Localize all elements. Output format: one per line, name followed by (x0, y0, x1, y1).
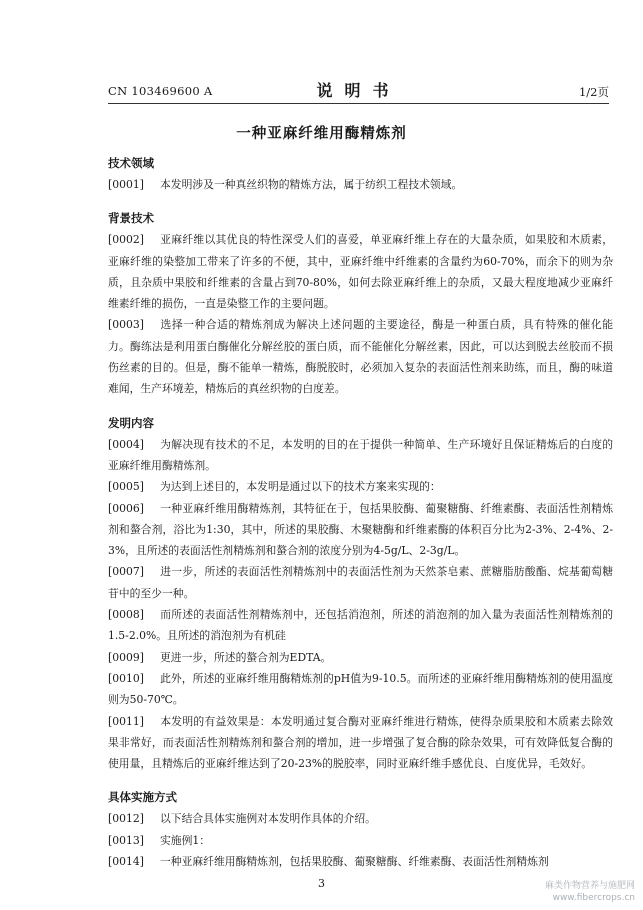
paragraph-number: [0008] (108, 608, 144, 622)
paragraph-text: 选择一种合适的精炼剂成为解决上述问题的主要途径，酶是一种蛋白质，具有特殊的催化能力。酶练法是利用蛋白酶催化分解丝胶的蛋白质，而不能催化分解丝素，因此，可以达到脱去丝胶而不损伤丝素的目的。但是，酶不能单一精炼，酶脱胶时，必须加入复杂的表面活性剂来助练，而且，酶的味道难闻，生产环境差，精炼后的真丝织物的白度差。 (108, 318, 613, 396)
paragraph-number: [0002] (108, 233, 144, 247)
document-body (108, 152, 613, 872)
page-header (108, 78, 609, 102)
paragraph-text: 亚麻纤维以其优良的特性深受人们的喜爱，单亚麻纤维上存在的大量杂质，如果胶和木质素，亚麻纤维的染整加工带来了许多的不便，其中，亚麻纤维中纤维素的含量约为60-70%，而余下的则为杂质，且杂质中果胶和纤维素的含量占到70-80%，如何去除亚麻纤维上的杂质，又最大程度地减少亚麻纤维素纤维的损伤，一直是染整工作的主要问题。 (108, 233, 613, 311)
paragraph (108, 498, 613, 562)
paragraph-text: 一种亚麻纤维用酶精炼剂，其特征在于，包括果胶酶、葡聚糖酶、纤维素酶、表面活性剂精炼剂和螯合剂，浴比为1:30，其中，所述的果胶酶、木聚糖酶和纤维素酶的体积百分比为2-3%、2-4%、2-3%，且所述的表面活性剂精炼剂和螯合剂的浓度分别为4-5g/L、2-3g/L。 (108, 501, 613, 558)
paragraph (108, 174, 613, 195)
watermark-line-2: www.fibercrops.cn (552, 893, 635, 903)
paragraph-number: [0014] (108, 855, 144, 869)
paragraph (108, 229, 613, 314)
paragraph-number: [0003] (108, 318, 144, 332)
section-heading: 技术领域 (108, 156, 154, 170)
page-indicator: 1/2页 (578, 85, 609, 99)
paragraph (108, 830, 613, 851)
document-type-title: 说明书 (316, 81, 401, 100)
watermark (545, 880, 635, 904)
paragraph-text: 而所述的表面活性剂精炼剂中，还包括消泡剂，所述的消泡剂的加入量为表面活性剂精炼剂的1.5-2.0%。且所述的消泡剂为有机硅 (108, 608, 613, 643)
paragraph (108, 851, 613, 872)
paragraph-number: [0012] (108, 812, 144, 826)
paragraph-text: 为解决现有技术的不足，本发明的目的在于提供一种简单、生产环境好且保证精炼后的白度的亚麻纤维用酶精炼剂。 (108, 437, 613, 472)
paragraph-text: 进一步，所述的表面活性剂精炼剂中的表面活性剂为天然茶皂素、蔗糖脂肪酸酯、烷基葡萄糖苷中的至少一种。 (108, 565, 613, 600)
paragraph (108, 434, 613, 477)
paragraph-number: [0009] (108, 650, 144, 664)
paragraph (108, 647, 613, 668)
paragraph-number: [0001] (108, 178, 144, 191)
document-title: 一种亚麻纤维用酶精炼剂 (236, 126, 407, 142)
section-heading: 发明内容 (108, 415, 154, 430)
paragraph-number: [0010] (108, 671, 144, 685)
header-divider (108, 103, 609, 104)
paragraph (108, 561, 613, 604)
paragraph (108, 668, 613, 711)
page-number: 3 (318, 877, 325, 890)
paragraph (108, 808, 613, 829)
paragraph-text: 本发明的有益效果是：本发明通过复合酶对亚麻纤维进行精炼，使得杂质果胶和木质素去除效果非常好，而表面活性剂精炼剂和螯合剂的增加，进一步增强了复合酶的除杂效果，可有效降低复合酶的使用量，且精炼后的亚麻纤维达到了20-23%的脱胶率，同时亚麻纤维手感优良、白度优异，毛效好。 (108, 714, 613, 771)
paragraph-number: [0007] (108, 565, 144, 579)
paragraph-text: 更进一步，所述的螯合剂为EDTA。 (160, 650, 332, 664)
watermark-line-1: 麻类作物营养与施肥网 (544, 881, 635, 891)
publication-number: CN 103469600 A (108, 84, 213, 98)
paragraph (108, 476, 613, 497)
paragraph-text: 本发明涉及一种真丝织物的精炼方法，属于纺织工程技术领域。 (160, 178, 463, 191)
paragraph-text: 此外，所述的亚麻纤维用酶精炼剂的pH值为9-10.5。而所述的亚麻纤维用酶精炼剂的使用温度则为50-70℃。 (108, 671, 613, 707)
paragraph (108, 604, 613, 647)
paragraph-number: [0013] (108, 833, 144, 847)
paragraph (108, 711, 613, 775)
section-heading: 背景技术 (108, 211, 154, 226)
paragraph-number: [0011] (108, 714, 144, 728)
paragraph-text: 一种亚麻纤维用酶精炼剂，包括果胶酶、葡聚糖酶、纤维素酶、表面活性剂精炼剂 (160, 855, 549, 869)
paragraph-text: 为达到上述目的，本发明是通过以下的技术方案来实现的： (160, 480, 441, 494)
paragraph (108, 314, 613, 399)
paragraph-text: 以下结合具体实施例对本发明作具体的介绍。 (160, 812, 376, 826)
section-heading: 具体实施方式 (108, 790, 177, 805)
paragraph-number: [0005] (108, 480, 144, 494)
paragraph-number: [0006] (108, 501, 144, 515)
paragraph-number: [0004] (108, 437, 144, 451)
paragraph-text: 实施例1： (160, 833, 211, 847)
